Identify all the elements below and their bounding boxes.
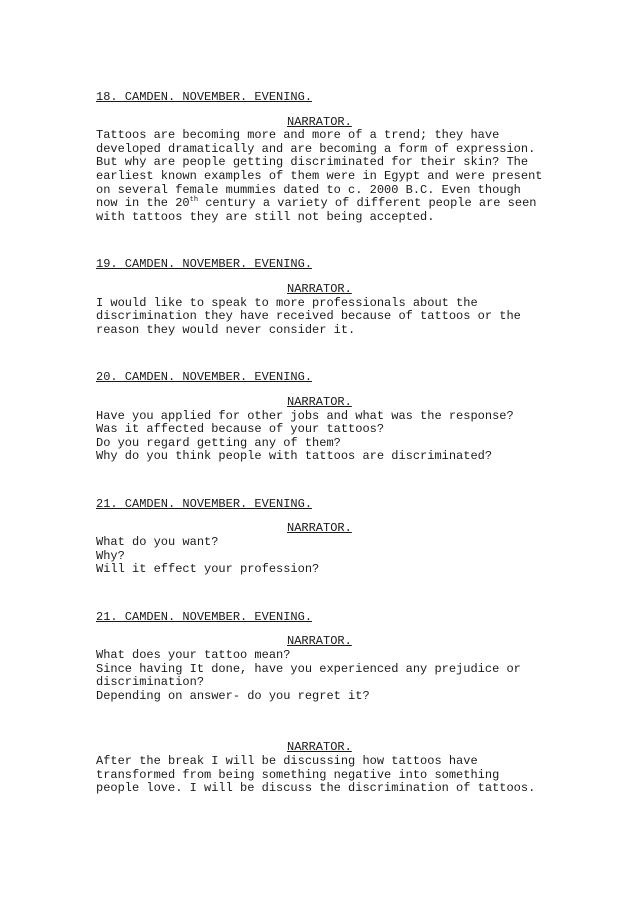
- dialogue-line: developed dramatically and are becoming a form of expression.: [96, 141, 536, 156]
- dialogue-line: with tattoos they are still not being accepted.: [96, 209, 435, 224]
- dialogue-line: Why do you think people with tattoos are discriminated?: [96, 449, 493, 464]
- character-name: NARRATOR.: [287, 521, 352, 536]
- character-name: NARRATOR.: [287, 394, 352, 409]
- dialogue-line: Do you regard getting any of them?: [96, 435, 341, 450]
- dialogue-line: But why are people getting discriminated for their skin? The: [96, 155, 529, 170]
- superscript: th: [189, 196, 199, 205]
- dialogue-line: What does your tattoo mean?: [96, 648, 291, 663]
- scene-heading: 20. CAMDEN. NOVEMBER. EVENING.: [96, 370, 313, 385]
- character-name: NARRATOR.: [287, 740, 352, 755]
- dialogue-line: discrimination they have received because of tattoos or the: [96, 309, 521, 324]
- dialogue-line: earliest known examples of them were in Egypt and were present: [96, 168, 543, 183]
- dialogue-line: Was it affected because of your tattoos?: [96, 422, 385, 437]
- dialogue-line: transformed from being something negative into something: [96, 767, 500, 782]
- scene-18: [96, 91, 578, 224]
- scene-heading: 21. CAMDEN. NOVEMBER. EVENING.: [96, 609, 313, 624]
- dialogue-line-with-superscript: [96, 197, 578, 211]
- dialogue-line: Depending on answer- do you regret it?: [96, 688, 370, 703]
- dialogue-line: Since having It done, have you experienced any prejudice or: [96, 661, 521, 676]
- scene-21a: [96, 498, 578, 577]
- dialogue-text: now in the 20: [96, 196, 190, 211]
- dialogue-line: discrimination?: [96, 675, 205, 690]
- dialogue-line: Have you applied for other jobs and what was the response?: [96, 408, 514, 423]
- dialogue-line: What do you want?: [96, 535, 219, 550]
- closing-narration: [96, 741, 578, 795]
- scene-heading: 19. CAMDEN. NOVEMBER. EVENING.: [96, 257, 313, 272]
- dialogue-line: I would like to speak to more professionals about the: [96, 295, 478, 310]
- character-name: NARRATOR.: [287, 114, 352, 129]
- dialogue-text: century a variety of different people are seen: [198, 196, 537, 211]
- dialogue-line: people love. I will be discuss the discrimination of tattoos.: [96, 781, 536, 796]
- scene-19: [96, 258, 578, 337]
- dialogue-line: Tattoos are becoming more and more of a trend; they have: [96, 128, 500, 143]
- scene-21b: [96, 611, 578, 704]
- dialogue-line: on several female mummies dated to c. 2000 B.C. Even though: [96, 182, 521, 197]
- dialogue-line: After the break I will be discussing how tattoos have: [96, 754, 478, 768]
- dialogue-line: Why?: [96, 548, 125, 563]
- character-name: NARRATOR.: [287, 634, 352, 649]
- dialogue-line: Will it effect your profession?: [96, 562, 320, 577]
- scene-heading: 18. CAMDEN. NOVEMBER. EVENING.: [96, 90, 313, 104]
- dialogue-line: reason they would never consider it.: [96, 322, 356, 337]
- scene-20: [96, 371, 578, 464]
- character-name: NARRATOR.: [287, 281, 352, 296]
- scene-heading: 21. CAMDEN. NOVEMBER. EVENING.: [96, 496, 313, 511]
